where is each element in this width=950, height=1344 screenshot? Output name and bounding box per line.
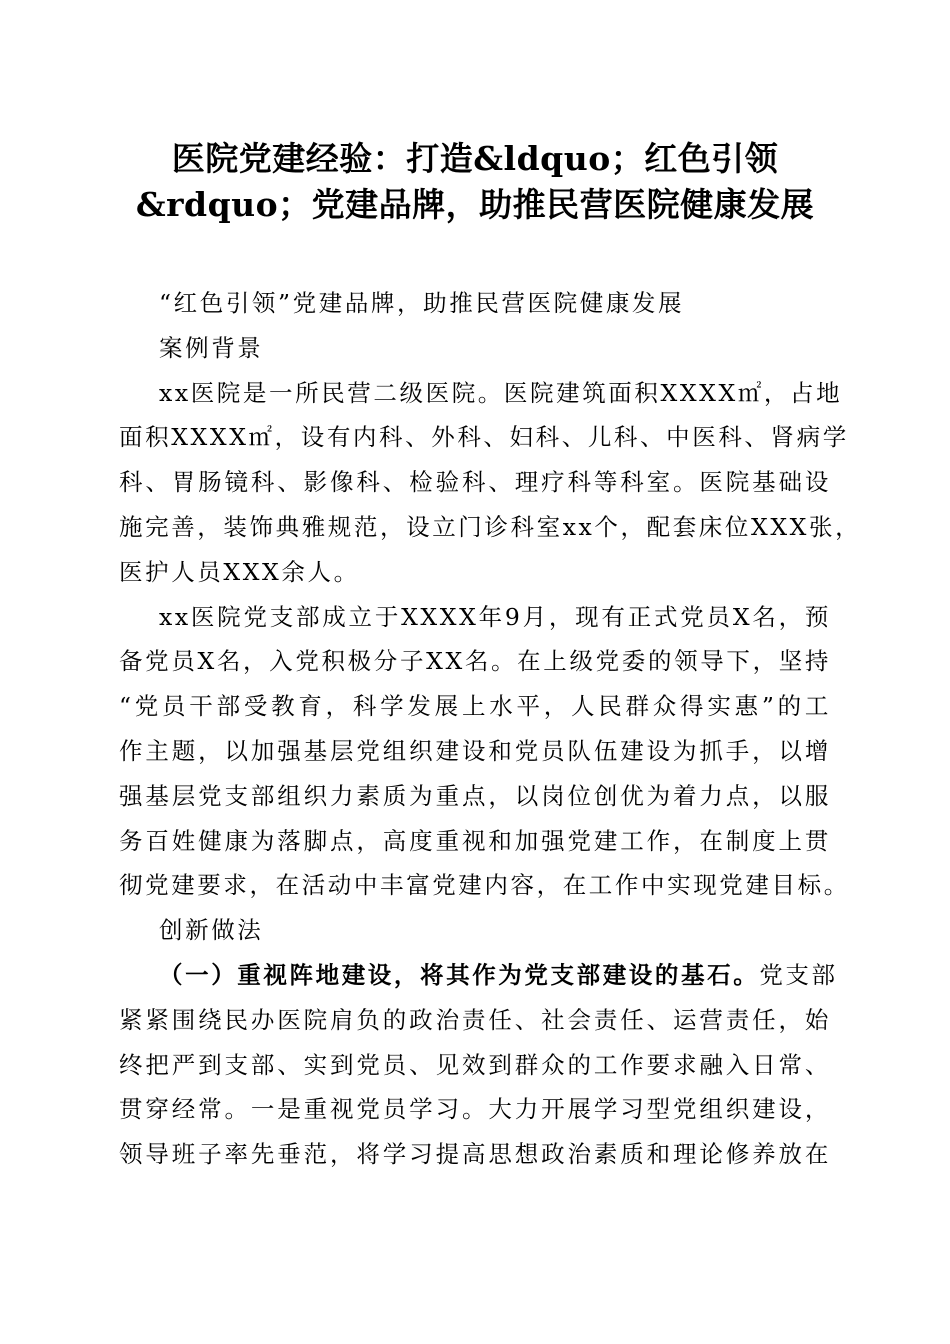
paragraph-innovation-1 [119, 953, 838, 1177]
paragraph-text: 党支部 [759, 960, 838, 989]
document-body [119, 281, 862, 1177]
paragraph-line: 领导班子率先垂范，将学习提高思想政治素质和理论修养放在 [119, 1140, 831, 1169]
subtitle: “红色引领”党建品牌，助推民营医院健康发展 [159, 289, 685, 317]
paragraph-line: 紧紧围绕民办医院肩负的政治责任、社会责任、运营责任，始 [119, 1005, 831, 1034]
paragraph-line: xx医院党支部成立于XXXX年9月，现有正式党员X名，预 [159, 602, 831, 631]
paragraph-line: 强基层党支部组织力素质为重点，以岗位创优为着力点，以服 [119, 781, 831, 810]
paragraph-line: 贯穿经常。一是重视党员学习。大力开展学习型党组织建设， [119, 1095, 831, 1124]
paragraph-line: 科、胃肠镜科、影像科、检验科、理疗科等科室。医院基础设 [119, 468, 831, 497]
subsection-heading: （一）重视阵地建设，将其作为党支部建设的基石。 [159, 960, 760, 989]
paragraph-line: 面积XXXX㎡，设有内科、外科、妇科、儿科、中医科、肾病学 [119, 423, 849, 452]
section-heading-innovation: 创新做法 [159, 916, 264, 945]
paragraph-line: 备党员X名，入党积极分子XX名。在上级党委的领导下，坚持 [119, 647, 831, 676]
paragraph-line: 作主题，以加强基层党组织建设和党员队伍建设为抓手，以增 [119, 736, 831, 765]
paragraph-line: “党员干部受教育，科学发展上水平，人民群众得实惠”的工 [119, 692, 831, 721]
paragraph-line: 彻党建要求，在活动中丰富党建内容，在工作中实现党建目标。 [119, 871, 850, 900]
title-line: 医院党建经验：打造&ldquo；红色引领 [171, 139, 779, 178]
title-line: &rdquo；党建品牌，助推民营医院健康发展 [135, 185, 815, 224]
paragraph-line: xx医院是一所民营二级医院。医院建筑面积XXXX㎡，占地 [159, 378, 843, 407]
section-heading-background: 案例背景 [159, 333, 264, 362]
document-title [100, 136, 850, 228]
paragraph-line: 终把严到支部、实到党员、见效到群众的工作要求融入日常、 [119, 1050, 831, 1079]
paragraph-background-1 [119, 371, 862, 595]
paragraph-background-2 [119, 595, 850, 909]
paragraph-line: 医护人员XXX余人。 [119, 557, 360, 586]
paragraph-line [119, 953, 838, 998]
paragraph-line: 务百姓健康为落脚点，高度重视和加强党建工作，在制度上贯 [119, 826, 831, 855]
paragraph-line: 施完善，装饰典雅规范，设立门诊科室xx个，配套床位XXX张， [119, 512, 862, 541]
